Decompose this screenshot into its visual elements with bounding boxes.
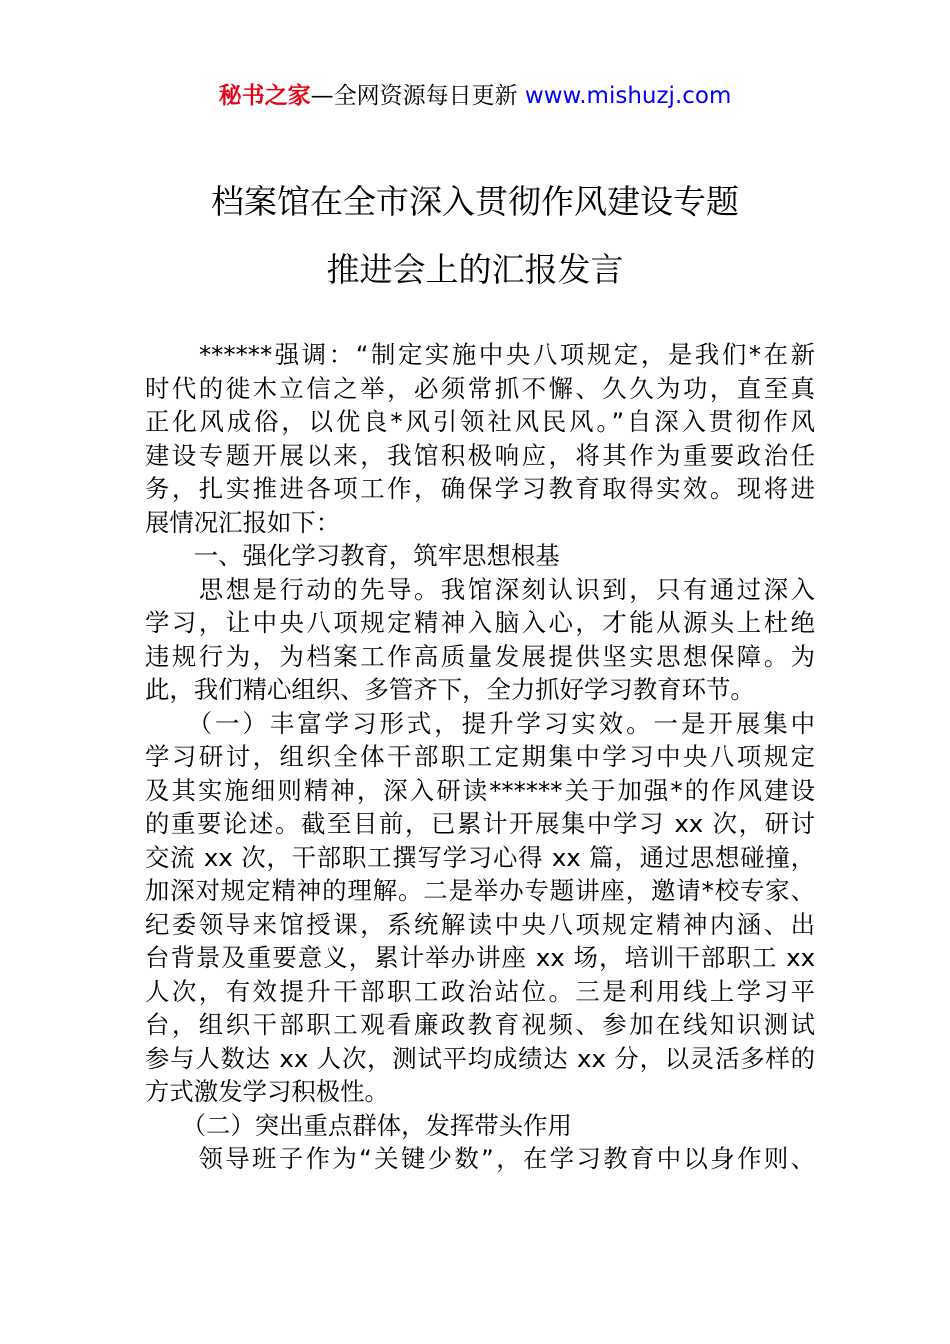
subsection-heading: （二）突出重点群体，发挥带头作用 [145,1110,572,1140]
body-line: 领导班子作为“关键少数”，在学习教育中以身作则、 [145,1144,815,1173]
body-line: 展情况汇报如下： [145,507,341,537]
body-line: 务，扎实推进各项工作，确保学习教育取得实效。现将进 [145,474,815,503]
body-line: （一）丰富学习形式，提升学习实效。一是开展集中 [145,708,815,738]
body-line: 及其实施细则精神，深入研读******关于加强*的作风建设 [145,775,815,805]
site-brand: 秘书之家 [218,83,311,109]
document-body [145,338,815,1176]
body-line: 参与人数达 xx 人次，测试平均成绩达 xx 分，以灵活多样的 [145,1043,815,1073]
body-line: 人次，有效提升干部职工政治站位。三是利用线上学习平 [145,976,815,1006]
document-title-line-1: 档案馆在全市深入贯彻作风建设专题 [211,182,739,221]
body-line: 台，组织干部职工观看廉政教育视频、参加在线知识测试 [145,1010,815,1039]
section-heading: 一、强化学习教育，筑牢思想根基 [145,541,560,570]
site-tagline: —全网资源每日更新 [310,83,525,109]
body-line: 时代的徙木立信之举，必须常抓不懈、久久为功，直至真 [145,373,815,403]
body-line: 正化风成俗，以优良*风引领社风民风。”自深入贯彻作风 [145,407,815,436]
body-line: 纪委领导来馆授课，系统解读中央八项规定精神内涵、出 [145,909,815,939]
body-line: 违规行为，为档案工作高质量发展提供坚实思想保障。为 [145,641,815,671]
body-line: 学习，让中央八项规定精神入脑入心，才能从源头上杜绝 [145,608,815,637]
body-line: 思想是行动的先导。我馆深刻认识到，只有通过深入 [145,574,815,604]
site-header [0,80,950,112]
body-line: 台背景及重要意义，累计举办讲座 xx 场，培训干部职工 xx [145,943,815,972]
body-line: 此，我们精心组织、多管齐下，全力抓好学习教育环节。 [145,675,755,704]
body-line: 交流 xx 次，干部职工撰写学习心得 xx 篇，通过思想碰撞， [145,842,815,872]
site-url-link[interactable]: www.mishuzj.com [524,83,732,109]
document-title-line-2: 推进会上的汇报发言 [326,250,624,289]
body-line: 学习研讨，组织全体干部职工定期集中学习中央八项规定 [145,742,815,771]
body-line: 加深对规定精神的理解。二是举办专题讲座，邀请*校专家、 [145,876,815,905]
body-line: 的重要论述。截至目前，已累计开展集中学习 xx 次，研讨 [145,809,815,838]
body-line: 方式激发学习积极性。 [145,1077,389,1106]
body-line: 建设专题开展以来，我馆积极响应，将其作为重要政治任 [145,440,815,470]
body-line: ******强调：“制定实施中央八项规定，是我们*在新 [145,340,815,369]
